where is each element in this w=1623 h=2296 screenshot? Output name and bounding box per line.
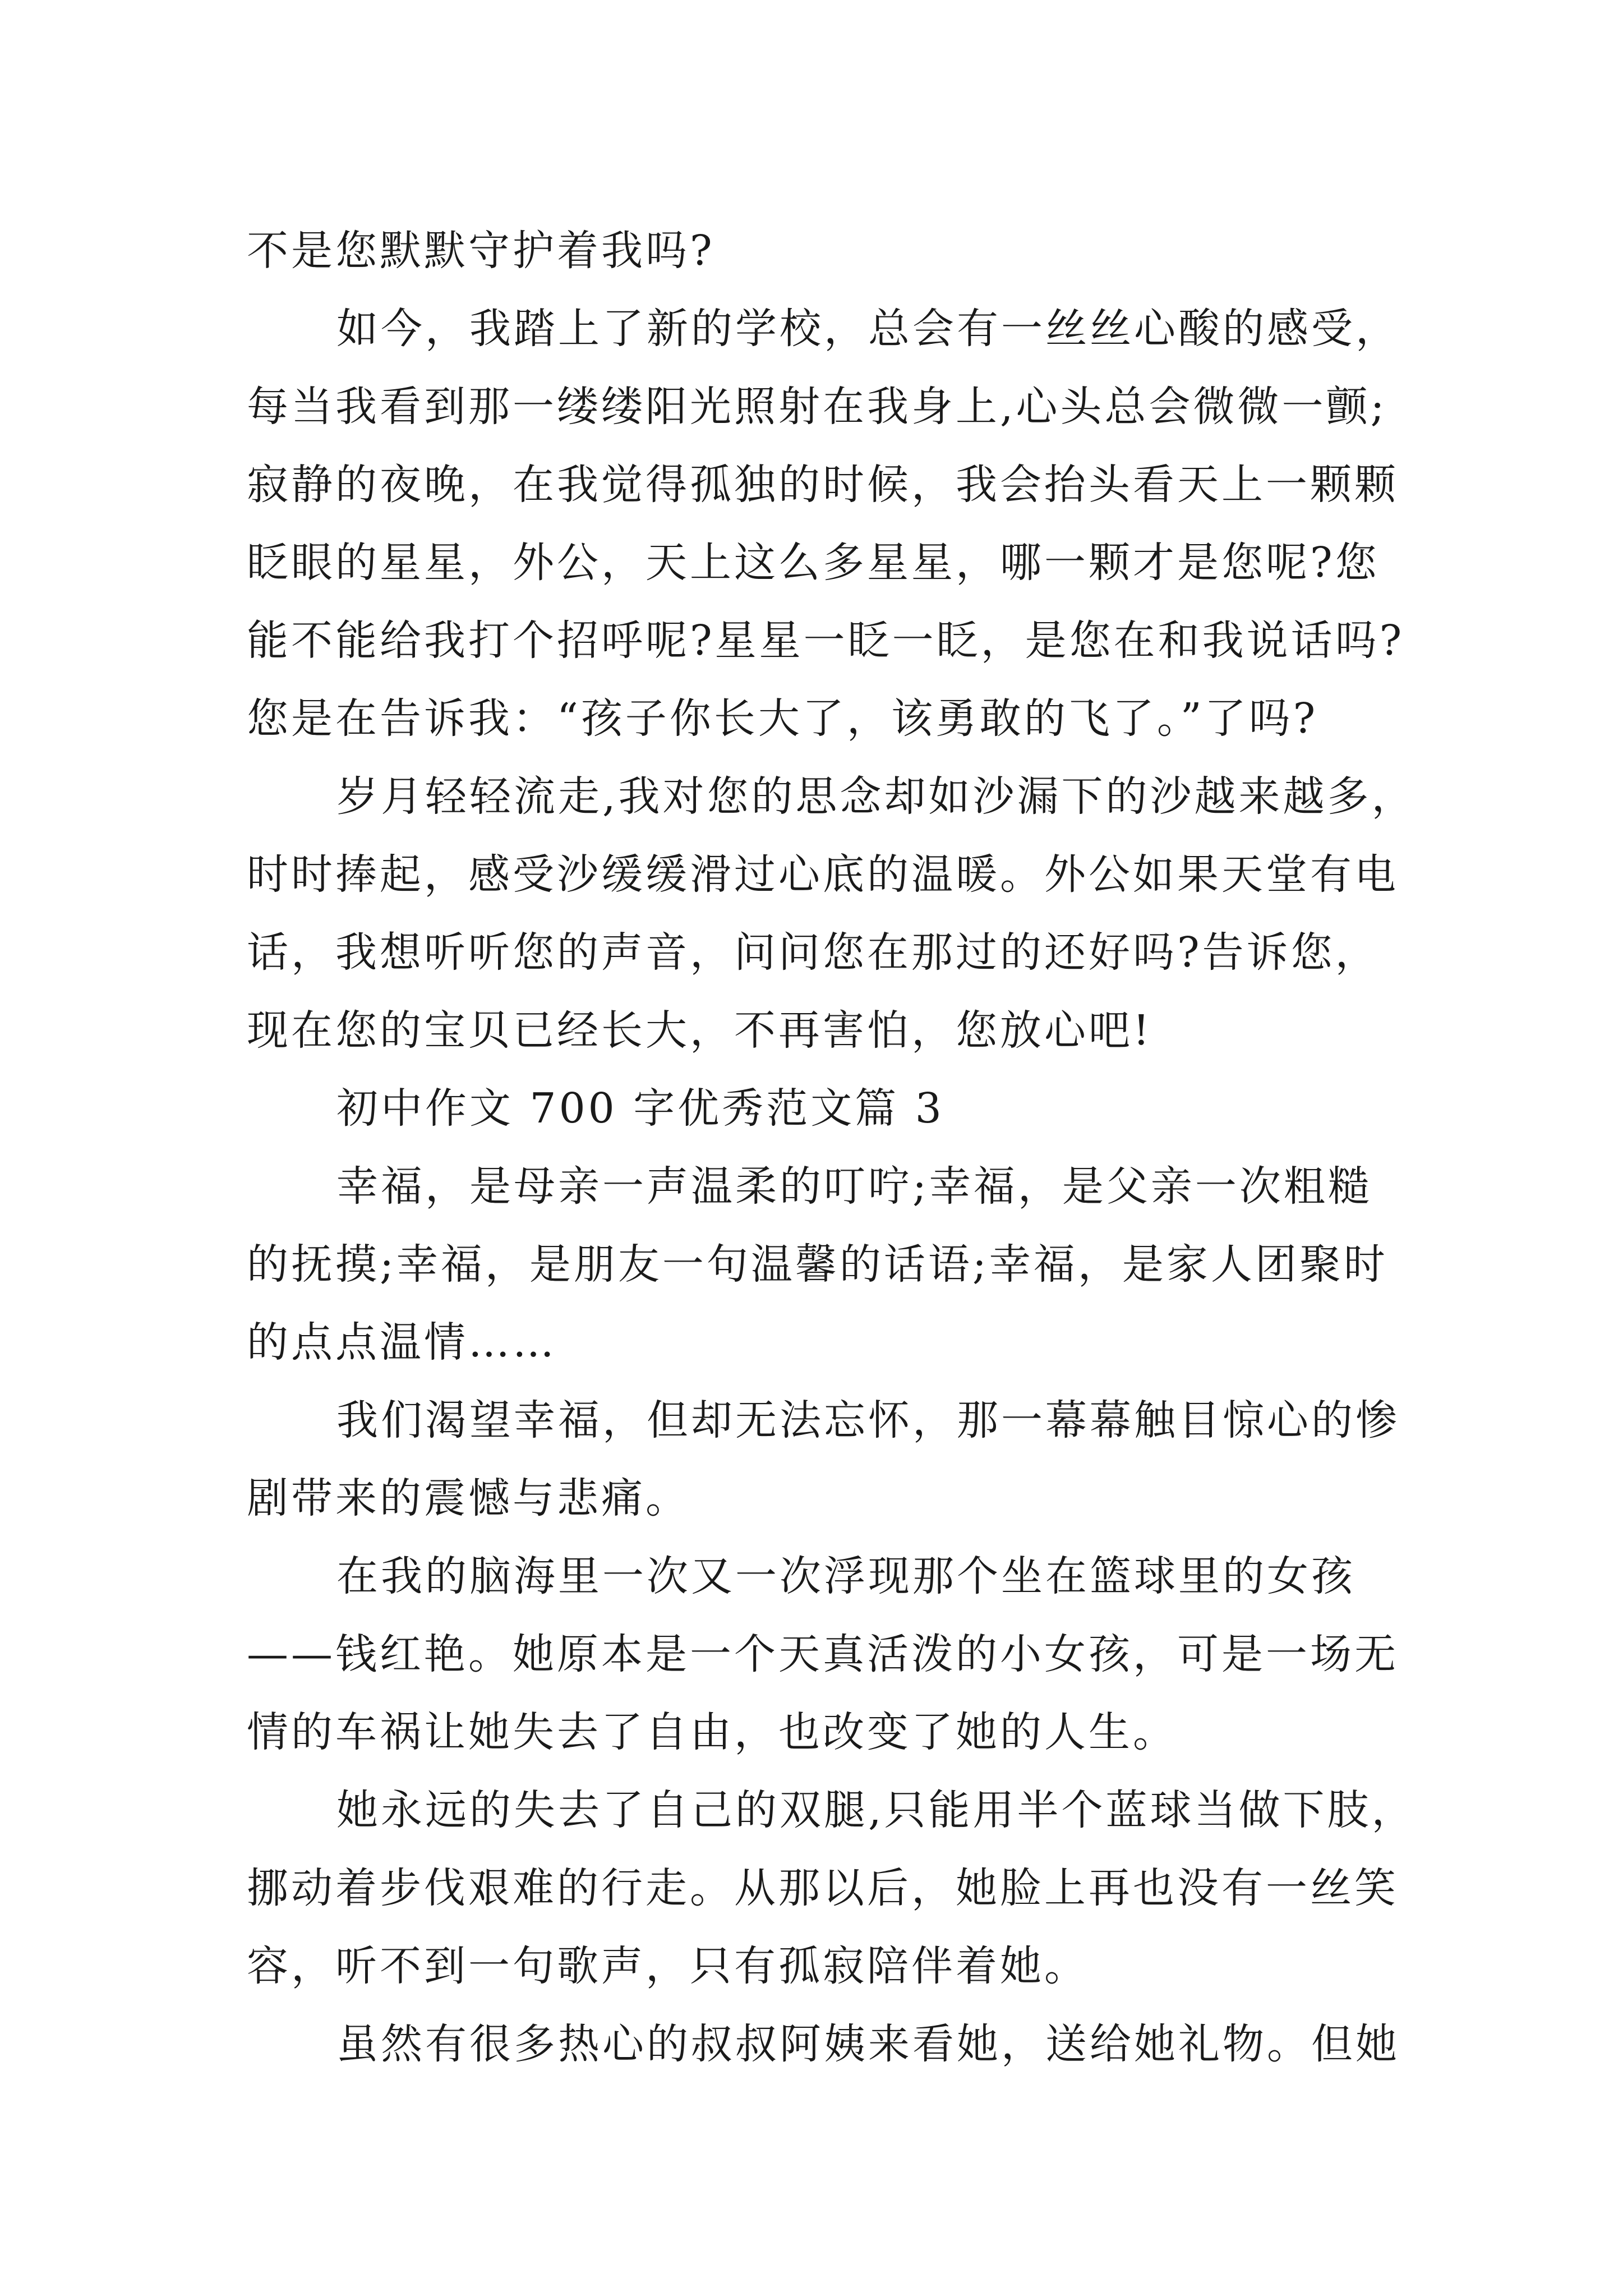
text-line: 能不能给我打个招呼呢?星星一眨一眨，是您在和我说话吗? bbox=[247, 616, 1405, 665]
text-line: 每当我看到那一缕缕阳光照射在我身上,心头总会微微一颤; bbox=[247, 383, 1387, 431]
text-line: 您是在告诉我：“孩子你长大了，该勇敢的飞了。”了吗? bbox=[247, 694, 1318, 743]
text-line: 虽然有很多热心的叔叔阿姨来看她，送给她礼物。但她 bbox=[336, 2020, 1400, 2068]
text-line: 在我的脑海里一次又一次浮现那个坐在篮球里的女孩 bbox=[336, 1552, 1355, 1600]
text-line: 寂静的夜晚，在我觉得孤独的时候，我会抬头看天上一颗颗 bbox=[247, 461, 1399, 509]
text-line: 不是您默默守护着我吗? bbox=[247, 227, 715, 275]
text-line: 现在您的宝贝已经长大，不再害怕，您放心吧! bbox=[247, 1006, 1152, 1055]
text-line: 幸福，是母亲一声温柔的叮咛;幸福，是父亲一次粗糙 bbox=[336, 1162, 1372, 1211]
section-heading: 初中作文 700 字优秀范文篇 3 bbox=[336, 1084, 944, 1133]
text-line: 她永远的失去了自己的双腿,只能用半个蓝球当做下肢， bbox=[336, 1786, 1416, 1834]
text-line: 我们渴望幸福，但却无法忘怀，那一幕幕触目惊心的惨 bbox=[336, 1396, 1400, 1444]
text-line: 眨眼的星星，外公，天上这么多星星，哪一颗才是您呢?您 bbox=[247, 539, 1380, 587]
text-line: 容，听不到一句歌声，只有孤寂陪伴着她。 bbox=[247, 1942, 1089, 1990]
text-line: 岁月轻轻流走,我对您的思念却如沙漏下的沙越来越多， bbox=[336, 772, 1416, 821]
text-line: 时时捧起，感受沙缓缓滑过心底的温暖。外公如果天堂有电 bbox=[247, 850, 1399, 899]
text-line: 如今，我踏上了新的学校，总会有一丝丝心酸的感受， bbox=[336, 305, 1400, 353]
essay-text-block bbox=[247, 212, 1416, 2083]
text-line: ——钱红艳。她原本是一个天真活泼的小女孩，可是一场无 bbox=[247, 1630, 1399, 1678]
text-line: 话，我想听听您的声音，问问您在那过的还好吗?告诉您， bbox=[247, 928, 1380, 977]
text-line: 挪动着步伐艰难的行走。从那以后，她脸上再也没有一丝笑 bbox=[247, 1864, 1399, 1912]
text-line: 的抚摸;幸福，是朋友一句温馨的话语;幸福，是家人团聚时 bbox=[247, 1240, 1388, 1289]
text-line: 的点点温情…… bbox=[247, 1318, 557, 1366]
text-line: 剧带来的震憾与悲痛。 bbox=[247, 1474, 690, 1522]
text-line: 情的车祸让她失去了自由，也改变了她的人生。 bbox=[247, 1708, 1177, 1756]
